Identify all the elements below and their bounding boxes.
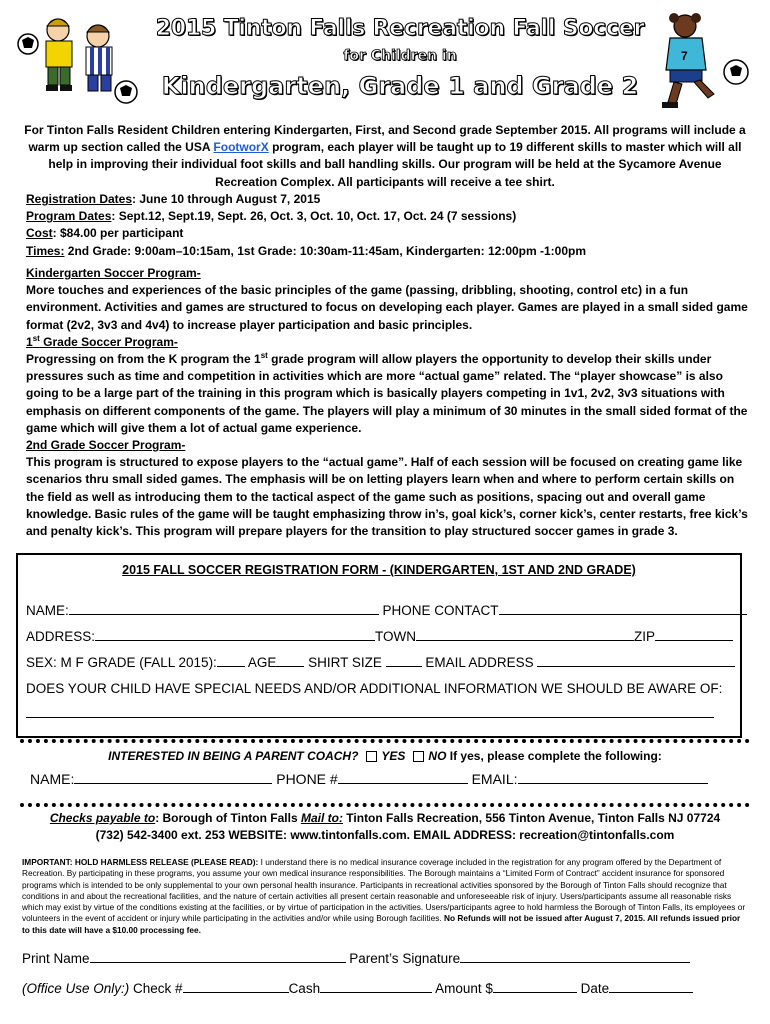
special-needs-field[interactable] xyxy=(26,717,714,718)
yes-checkbox[interactable] xyxy=(366,751,377,762)
registration-form xyxy=(16,553,742,738)
check-number-field[interactable] xyxy=(183,980,289,993)
registration-dates-label: Registration Dates xyxy=(26,192,133,206)
coach-contact-row: NAME: PHONE # EMAIL: xyxy=(30,771,708,787)
cash-field[interactable] xyxy=(320,980,432,993)
soccer-girl-illustration xyxy=(650,8,760,113)
hold-harmless-release: IMPORTANT: HOLD HARMLESS RELEASE (PLEASE READ): I understand there is no medical insurance coverage included in the registration for any program offered by the Department of Recreation. By participating in these programs, you assume your own medical insurance responsibilities. The Borough maintains a “Limited Form of Contract” accident insurance for sponsored programs which is intended to be only supplemental to your own personal health insurance. Participants in recreational activities sponsored by the Borough of Tinton Falls should recognize that conditions in and about the recreational facilities, and the nature of certain activities all present certain reasonable and unforeseeable risk of injury. Users/participants assume all reasonable risks which may exist by virtue of the conditions existing at the facilities, or by virtue of participation in the activities. Users/participants agree to hold harmless the Borough of Tinton Falls, its employees or volunteers in the event of accident or injury while participating in the activities and/or while using Borough facilities. No Refunds will not be issued after August 7, 2015. All refunds issued prior to this date will have a $10.00 processing fee. xyxy=(22,857,746,935)
times-value: 2nd Grade: 9:00am–10:15am, 1st Grade: 10:30am-11:45am, Kindergarten: 12:00pm -1:00pm xyxy=(64,243,587,258)
title-line-1: 2015 Tinton Falls Recreation Fall Soccer xyxy=(155,16,645,41)
signature-field[interactable] xyxy=(460,950,690,963)
program-dates-label: Program Dates xyxy=(26,209,112,224)
no-checkbox[interactable] xyxy=(413,751,424,762)
parent-coach-section xyxy=(20,739,750,807)
coach-email-field[interactable] xyxy=(518,771,708,784)
parent-coach-question: INTERESTED IN BEING A PARENT COACH? YES NO If yes, please complete the following: xyxy=(108,749,662,763)
registration-dates-value: : June 10 through August 7, 2015 xyxy=(132,192,321,206)
name-phone-row: NAME: PHONE CONTACT xyxy=(26,601,747,618)
coach-phone-field[interactable] xyxy=(338,771,468,784)
program-details xyxy=(26,191,748,260)
town-field[interactable] xyxy=(416,627,634,641)
grade2-text: This program is structured to expose players to the “actual game”. Half of each session will be focused on creating game like scenarios thru small sided games. The emphasis will be on letting players learn when and where to perform certain skills on the field as well as introducing them to the tactical aspect of the game such as positions, spacing out and overall game knowledge. Basic rules of the game will be taught emphasizing throw in’s, goal kick’s, corner kick’s, center restarts, free kick’s and penalty kick’s. This program will prepare players for the transition to play structured soccer games in grade 3. xyxy=(26,455,748,539)
amount-field[interactable] xyxy=(493,980,577,993)
soccer-kids-illustration xyxy=(8,8,143,108)
program-descriptions xyxy=(26,265,748,540)
address-row: ADDRESS: TOWN ZIP xyxy=(26,627,733,644)
footworx-link[interactable]: FootworX xyxy=(213,140,269,155)
program-dates-value: : Sept.12, Sept.19, Sept. 26, Oct. 3, Oct. 10, Oct. 17, Oct. 24 (7 sessions) xyxy=(111,209,517,224)
cost-value: : $84.00 per participant xyxy=(52,226,184,241)
phone-field[interactable] xyxy=(499,601,747,615)
form-title: 2015 FALL SOCCER REGISTRATION FORM - (KINDERGARTEN, 1ST AND 2ND GRADE) xyxy=(122,563,636,577)
kindergarten-text: More touches and experiences of the basic principles of the game (passing, dribbling, shooting, control etc) in a fun environment. Activities and games are structured to focus on developing each player. Games are played in a small sided game format (2v2, 3v3 and 4v4) to increase player participation and basic principles. xyxy=(26,283,748,332)
contact-info: (732) 542-3400 ext. 253 WEBSITE: www.tintonfalls.com. EMAIL ADDRESS: recreation@tintonfalls.com xyxy=(95,828,675,842)
office-use-row: (Office Use Only:) Check # Cash Amount $ Date xyxy=(22,980,693,996)
intro-paragraph: For Tinton Falls Resident Children entering Kindergarten, First, and Second grade September 2015. All programs will include a warm up section called the USA FootworX program, each player will be taught up to 19 different skills to master which will all help in improving their individual foot skills and ball handling skills. Our program will be held at the Sycamore Avenue Recreation Complex. All participants will receive a tee shirt. xyxy=(24,123,746,189)
print-name-field[interactable] xyxy=(90,950,346,963)
zip-field[interactable] xyxy=(655,627,733,641)
sex-grade-row: SEX: M F GRADE (FALL 2015): AGE SHIRT SIZE EMAIL ADDRESS xyxy=(26,653,735,670)
cost-label: Cost xyxy=(26,226,53,241)
svg-text:7: 7 xyxy=(681,49,688,63)
kindergarten-heading: Kindergarten Soccer Program- xyxy=(26,266,201,280)
times-label: Times: xyxy=(26,243,65,258)
coach-name-field[interactable] xyxy=(74,771,272,784)
age-field[interactable] xyxy=(276,653,304,667)
shirt-size-field[interactable] xyxy=(386,653,422,667)
grade-field[interactable] xyxy=(217,653,245,667)
email-field[interactable] xyxy=(537,653,735,667)
title-line-2: for Children in xyxy=(343,48,457,64)
address-field[interactable] xyxy=(95,627,375,641)
title-line-3: Kindergarten, Grade 1 and Grade 2 xyxy=(161,72,639,100)
grade1-heading: 1st Grade Soccer Program- xyxy=(26,333,178,349)
special-needs-question: DOES YOUR CHILD HAVE SPECIAL NEEDS AND/OR ADDITIONAL INFORMATION WE SHOULD BE AWARE OF: xyxy=(26,681,723,696)
grade2-heading: 2nd Grade Soccer Program- xyxy=(26,438,186,453)
grade1-text: Progressing on from the K program the 1st grade program will allow players the opportunity to develop their skills under pressures such as time and competition in activities which are more “actual game” related. The “player showcase” is also going to be a large part of the training in this program which is basically players competing in 1v1, 2v2, 3v3 situations with emphasis on different components of the game. The players will play a minimum of 30 minutes in the small sided format of the game which will give them a lot of actual game experience. xyxy=(26,351,748,435)
signature-row: Print Name Parent’s Signature xyxy=(22,950,690,966)
name-field[interactable] xyxy=(69,601,379,615)
date-field[interactable] xyxy=(609,980,693,993)
payment-info: Checks payable to: Borough of Tinton Falls Mail to: Tinton Falls Recreation, 556 Tinton Avenue, Tinton Falls NJ 07724 (732) 542-3400 ext. 253 WEBSITE: www.tintonfalls.com. EMAIL ADDRESS: recreation@tintonfalls.com xyxy=(16,810,754,844)
